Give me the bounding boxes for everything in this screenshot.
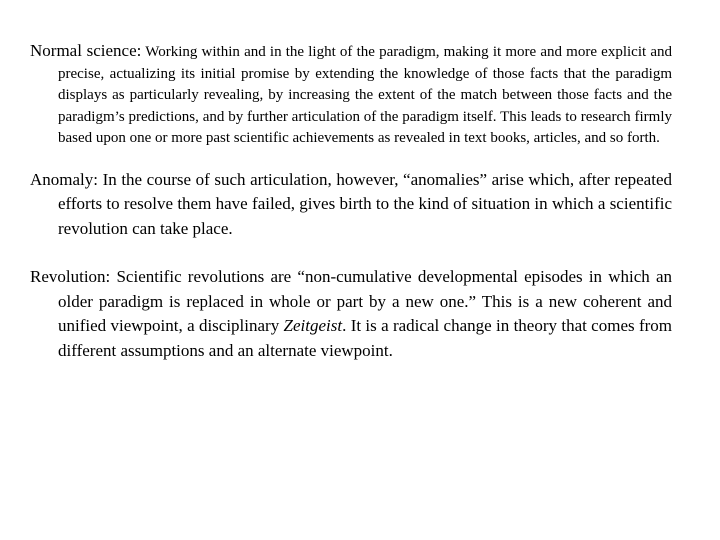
- normal-science-term: Normal science:: [30, 41, 142, 60]
- anomaly-paragraph: [30, 168, 672, 242]
- revolution-definition: Scientific revolutions are “non-cumulative developmental episodes in which an older paradigm is replaced in whole or part by a new one.” This is a new coherent and unified viewpoint, a disciplinary: [58, 267, 672, 336]
- anomaly-term: Anomaly:: [30, 169, 98, 189]
- revolution-term: Revolution:: [30, 267, 111, 287]
- normal-science-definition: Working within and in the light of the paradigm, making it more and more explicit and precise, actualizing its initial promise by extending the knowledge of those facts that the paradigm displays as particularly revealing, by increasing the extent of the match between those facts and the paradigm’s predictions, and by further articulation of the paradigm itself. This leads to research firmly based upon one or more past scientific achievements as revealed in text books, articles, and so forth.: [58, 44, 672, 147]
- revolution-paragraph: [30, 265, 672, 363]
- anomaly-definition: In the course of such articulation, however, “anomalies” arise which, after repeated efforts to resolve them have failed, gives birth to the kind of situation in which a scientific revolution can take place.: [58, 169, 672, 238]
- normal-science-paragraph: [30, 40, 672, 150]
- slide-body: [30, 40, 672, 363]
- zeitgeist-emphasis: Zeitgeist: [283, 316, 343, 336]
- revolution-definition-end: . It is a radical change in theory that comes from different assumptions and an alternate viewpoint.: [58, 316, 672, 360]
